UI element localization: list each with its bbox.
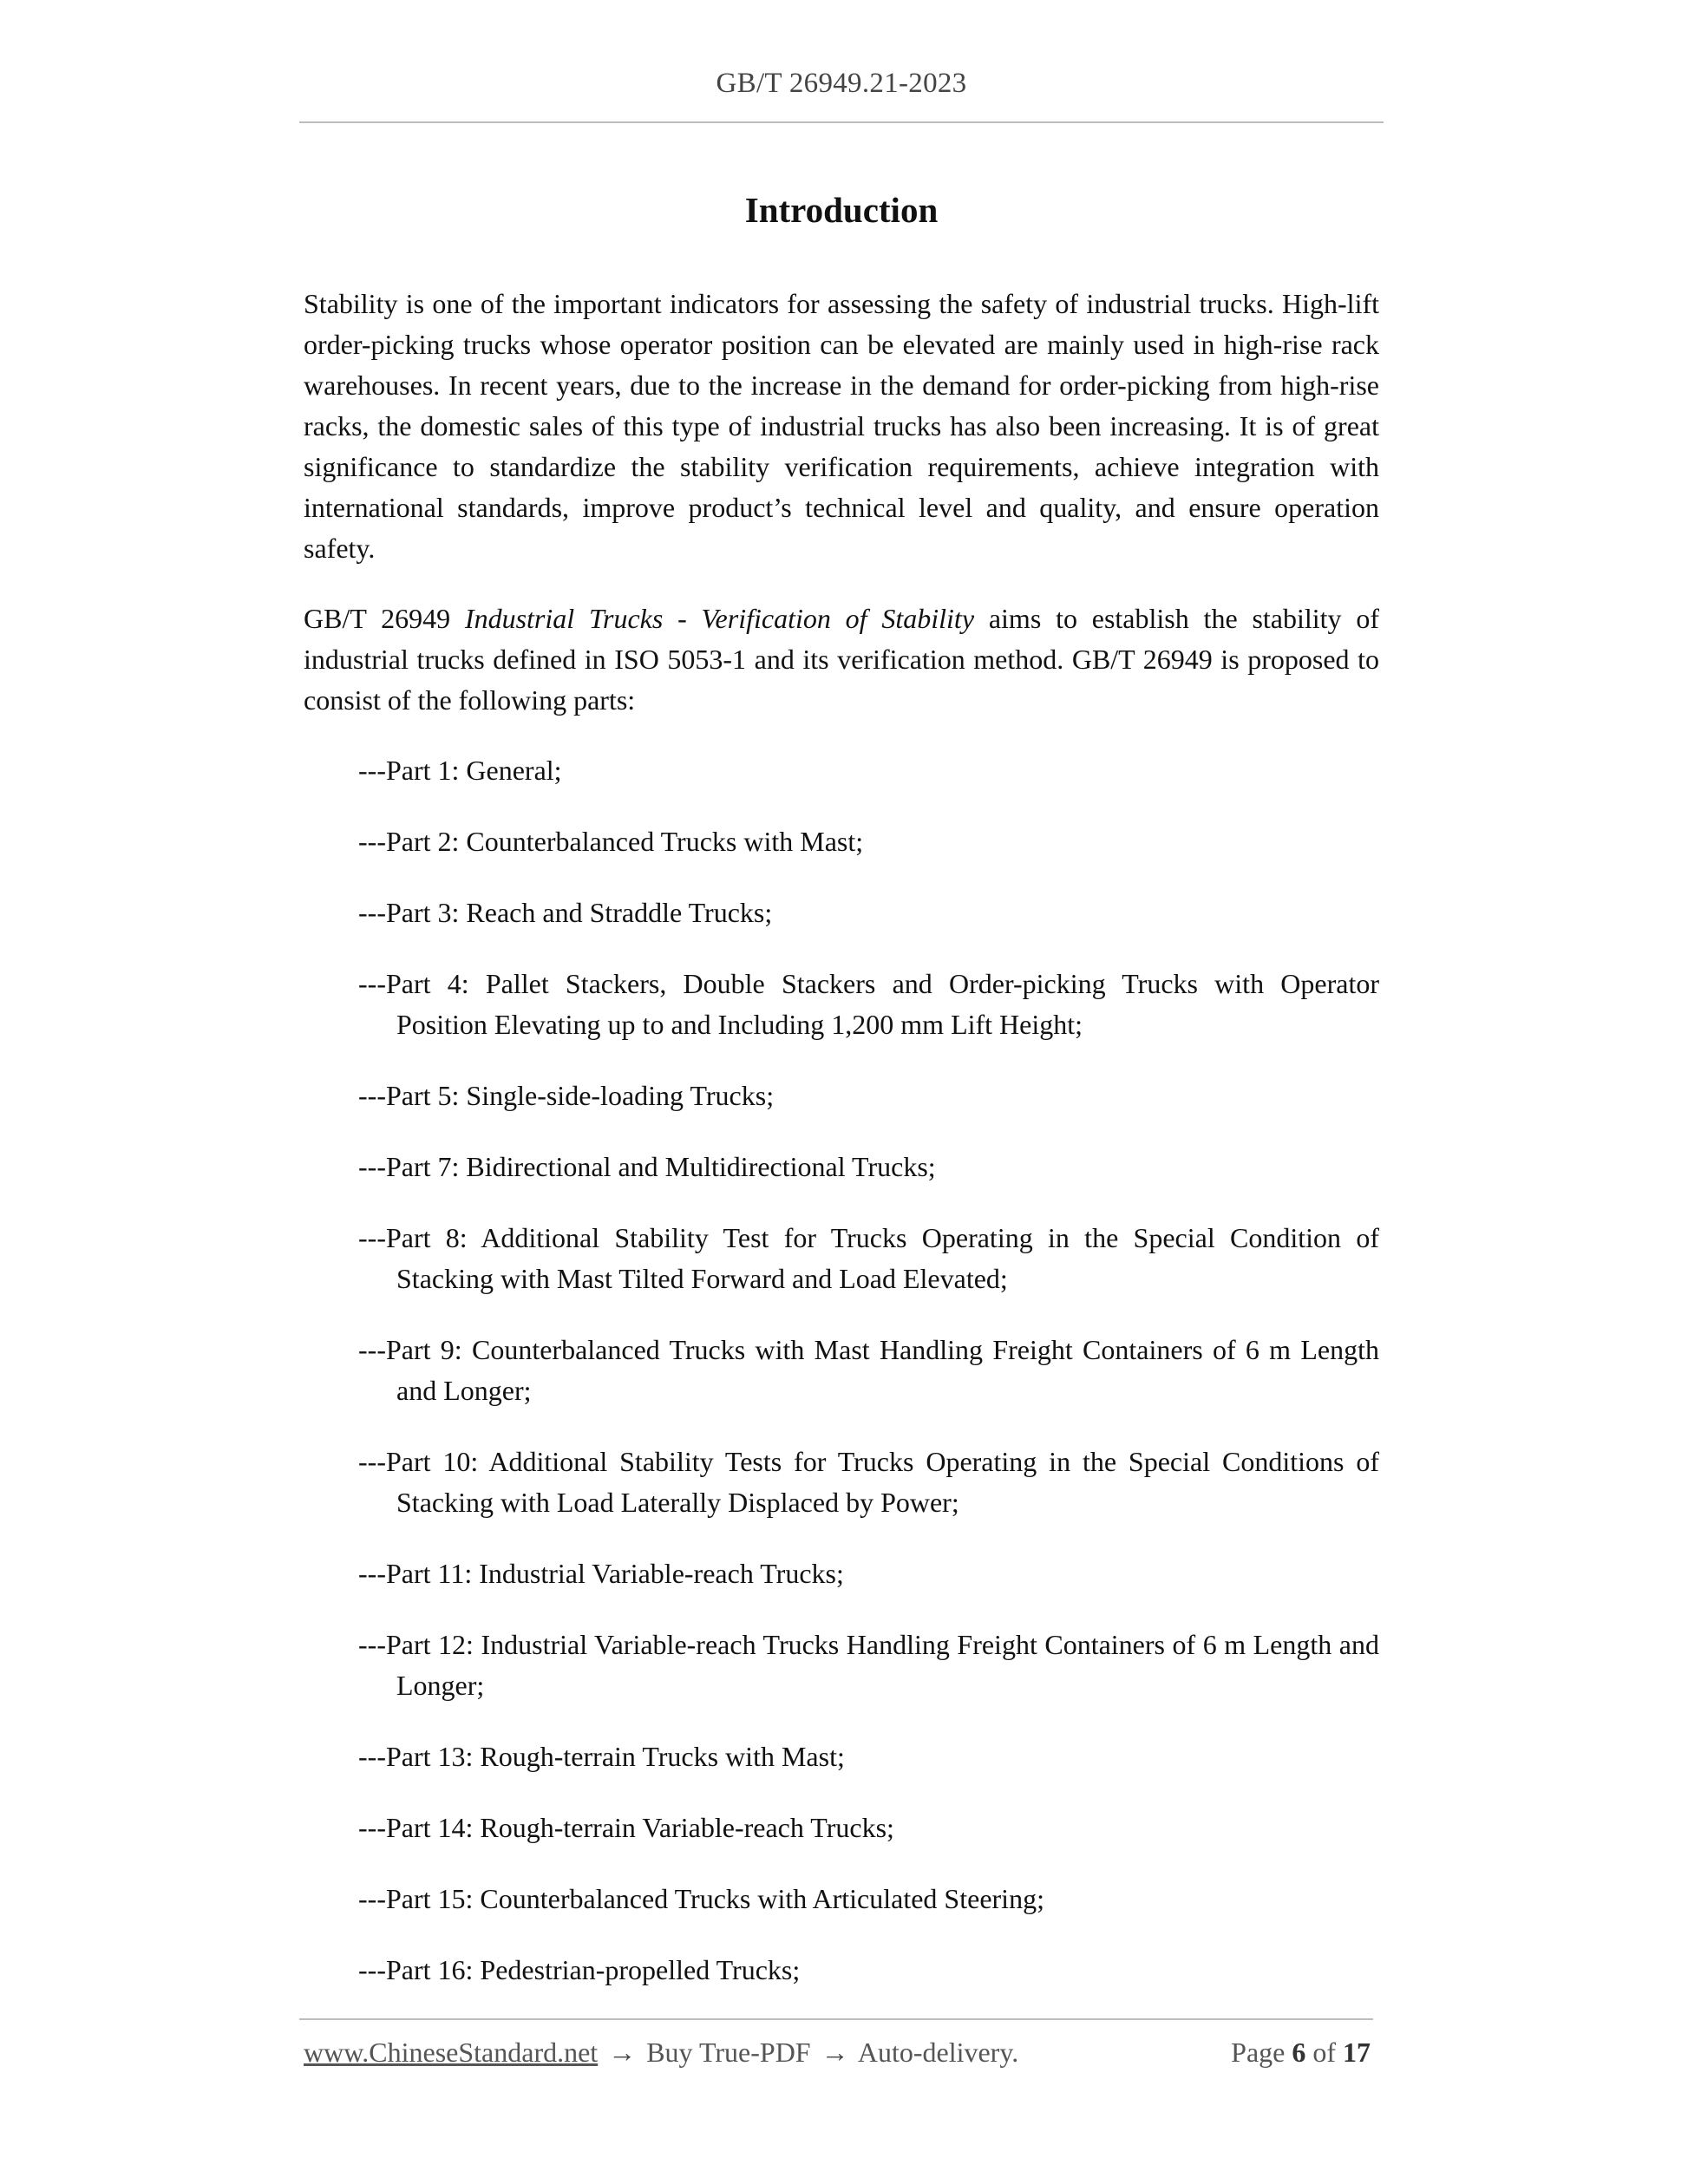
page-total: 17 (1343, 2037, 1371, 2068)
site-link[interactable]: www.ChineseStandard.net (304, 2037, 599, 2068)
list-item: ---Part 16: Pedestrian-propelled Trucks; (358, 1954, 801, 1985)
document-body (304, 284, 1379, 2021)
list-item: ---Part 7: Bidirectional and Multidirectional Trucks; (358, 1151, 936, 1182)
list-item: ---Part 1: General; (358, 755, 562, 786)
page-of: of (1305, 2037, 1343, 2068)
arrow-right-icon: → (821, 2037, 849, 2068)
list-item: ---Part 13: Rough-terrain Trucks with Mast; (358, 1741, 845, 1772)
list-item: ---Part 8: Additional Stability Test for Trucks Operating in the Special Condition of Stacking with Mast Tilted Forward and Load Elevated; (358, 1222, 1379, 1294)
page-header (299, 0, 1384, 123)
standard-code: GB/T 26949.21-2023 (716, 68, 967, 99)
list-item: ---Part 5: Single-side-loading Trucks; (358, 1080, 775, 1111)
footer-divider (299, 2018, 1373, 2020)
standard-title: Industrial Trucks - Verification of Stability (464, 603, 975, 634)
page-current: 6 (1292, 2037, 1306, 2068)
page-footer (304, 2037, 1371, 2080)
scope-prefix: GB/T 26949 (304, 603, 465, 634)
list-item: ---Part 2: Counterbalanced Trucks with Mast; (358, 826, 864, 857)
delivery-text: Auto-delivery. (852, 2037, 1019, 2068)
page-label: Page (1231, 2037, 1292, 2068)
page-title: Introduction (744, 190, 939, 230)
page-number (1231, 2037, 1371, 2069)
parts-list (304, 750, 1379, 1991)
arrow-right-icon: → (608, 2037, 637, 2068)
list-item: ---Part 4: Pallet Stackers, Double Stackers and Order-picking Trucks with Operator Position Elevating up to and Including 1,200 mm Lift Height; (358, 968, 1379, 1040)
list-item: ---Part 15: Counterbalanced Trucks with Articulated Steering; (358, 1883, 1044, 1914)
list-item: ---Part 9: Counterbalanced Trucks with Mast Handling Freight Containers of 6 m Length and Longer; (358, 1334, 1379, 1406)
buy-text: Buy True-PDF (639, 2037, 818, 2068)
intro-paragraph: Stability is one of the important indicators for assessing the safety of industrial trucks. High-lift order-picking trucks whose operator position can be elevated are mainly used in high-rise rack warehouses. In recent years, due to the increase in the demand for order-picking from high-rise racks, the domestic sales of this type of industrial trucks has also been increasing. It is of great significance to standardize the stability verification requirements, achieve integration with international standards, improve product’s technical level and quality, and ensure operation safety. (304, 288, 1379, 564)
list-item: ---Part 10: Additional Stability Tests for Trucks Operating in the Special Conditions of Stacking with Load Laterally Displaced by Power; (358, 1446, 1379, 1518)
scope-suffix: aims to establish the stability of industrial trucks defined in ISO 5053-1 and its verification method. GB/T 26949 is proposed to consist of the following parts: (304, 603, 1380, 716)
list-item: ---Part 3: Reach and Straddle Trucks; (358, 897, 773, 928)
list-item: ---Part 12: Industrial Variable-reach Trucks Handling Freight Containers of 6 m Length and Longer; (358, 1629, 1379, 1701)
scope-paragraph (304, 598, 1379, 721)
footer-promo (304, 2037, 1018, 2069)
list-item: ---Part 14: Rough-terrain Variable-reach Trucks; (358, 1812, 894, 1843)
list-item: ---Part 11: Industrial Variable-reach Trucks; (358, 1558, 844, 1589)
